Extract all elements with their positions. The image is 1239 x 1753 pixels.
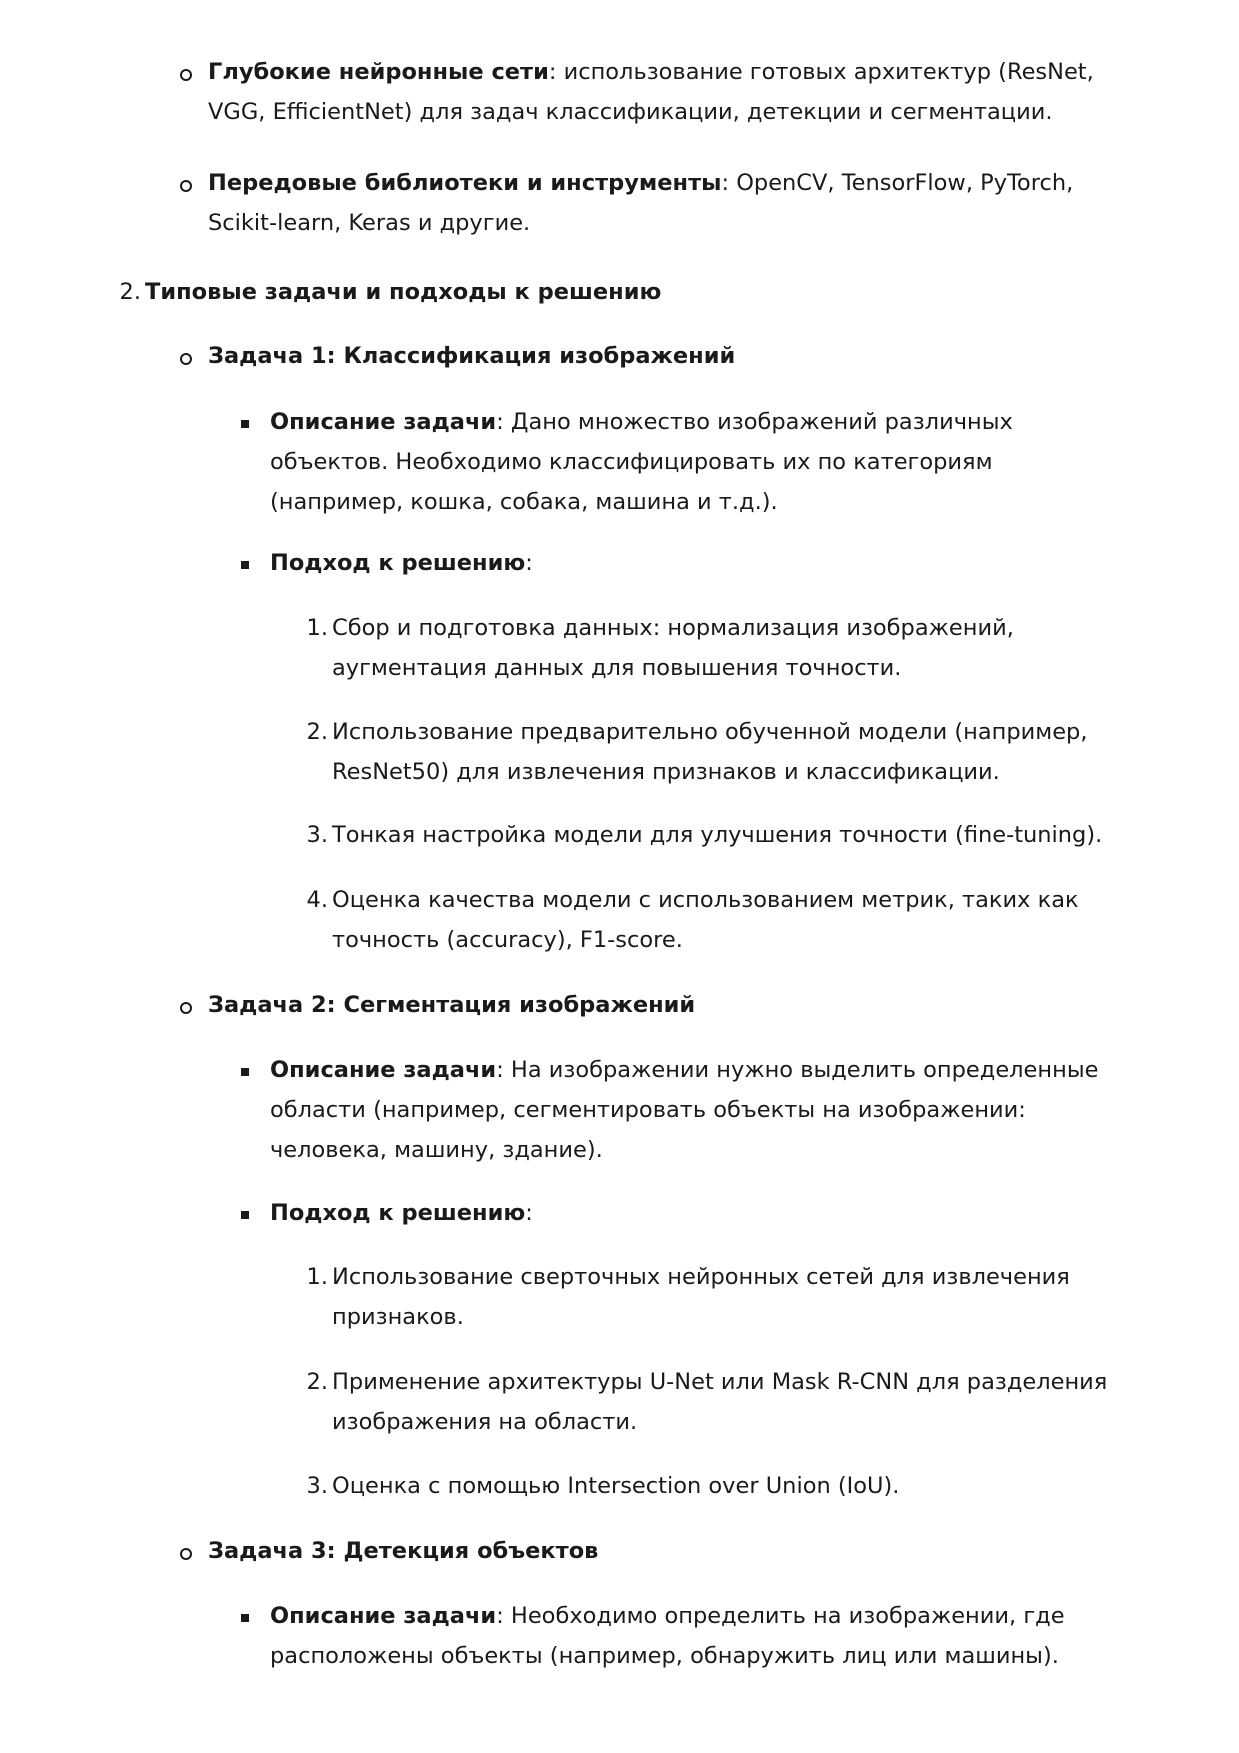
step-text: Оценка с помощью Intersection over Union (IoU). bbox=[332, 1473, 900, 1499]
step-number: 3. bbox=[306, 822, 328, 848]
step-text: Использование предварительно обученной модели (например, ResNet50) для извлечения признаков и классификации. bbox=[332, 719, 1088, 785]
approach-title: Подход к решению bbox=[270, 1200, 526, 1226]
task1-description bbox=[270, 402, 1130, 522]
task-title: Задача 3: Детекция объектов bbox=[208, 1538, 599, 1564]
step-number: 2. bbox=[306, 1369, 328, 1395]
item-text: : OpenCV, TensorFlow, PyTorch, Scikit-learn, Keras и другие. bbox=[208, 170, 1074, 236]
task1-step bbox=[306, 608, 1162, 688]
task3-description bbox=[270, 1596, 1130, 1676]
task1-step bbox=[306, 880, 1162, 960]
hollow-circle-bullet-icon bbox=[180, 353, 192, 365]
hollow-circle-bullet-icon bbox=[180, 180, 192, 192]
task1-step bbox=[306, 712, 1162, 792]
desc-text: : Необходимо определить на изображении, где расположены объекты (например, обнаружить лиц или машины). bbox=[270, 1603, 1065, 1669]
approach-colon: : bbox=[525, 550, 533, 576]
task2-step bbox=[306, 1257, 1162, 1337]
item-title: Передовые библиотеки и инструменты bbox=[208, 170, 722, 196]
step-text: Использование сверточных нейронных сетей для извлечения признаков. bbox=[332, 1264, 1070, 1330]
desc-text: : Дано множество изображений различных объектов. Необходимо классифицировать их по категориям (например, кошка, собака, машина и т.д.). bbox=[270, 409, 1013, 515]
task-title: Задача 2: Сегментация изображений bbox=[208, 992, 696, 1018]
step-number: 1. bbox=[306, 615, 328, 641]
task1-approach bbox=[270, 543, 1130, 583]
list-item-libraries bbox=[208, 163, 1108, 243]
hollow-circle-bullet-icon bbox=[180, 69, 192, 81]
section-number: 2. bbox=[119, 279, 141, 305]
desc-title: Описание задачи bbox=[270, 1603, 497, 1629]
approach-title: Подход к решению bbox=[270, 550, 526, 576]
step-text: Тонкая настройка модели для улучшения точности (fine-tuning). bbox=[332, 822, 1103, 848]
approach-colon: : bbox=[525, 1200, 533, 1226]
task1-step bbox=[306, 815, 1162, 855]
square-bullet-icon bbox=[241, 420, 249, 428]
square-bullet-icon bbox=[241, 561, 249, 569]
step-number: 2. bbox=[306, 719, 328, 745]
task-title: Задача 1: Классификация изображений bbox=[208, 343, 736, 369]
hollow-circle-bullet-icon bbox=[180, 1002, 192, 1014]
step-text: Применение архитектуры U-Net или Mask R-CNN для разделения изображения на области. bbox=[332, 1369, 1108, 1435]
task2-step bbox=[306, 1466, 1162, 1506]
task2-description bbox=[270, 1050, 1130, 1170]
task-heading-3 bbox=[208, 1531, 1108, 1571]
square-bullet-icon bbox=[241, 1211, 249, 1219]
task2-approach bbox=[270, 1193, 1130, 1233]
desc-title: Описание задачи bbox=[270, 1057, 497, 1083]
section-heading bbox=[119, 272, 1095, 312]
section-title: Типовые задачи и подходы к решению bbox=[145, 279, 662, 305]
item-title: Глубокие нейронные сети bbox=[208, 59, 549, 85]
step-text: Оценка качества модели с использованием метрик, таких как точность (accuracy), F1-score. bbox=[332, 887, 1079, 953]
desc-title: Описание задачи bbox=[270, 409, 497, 435]
step-text: Сбор и подготовка данных: нормализация изображений, аугментация данных для повышения точности. bbox=[332, 615, 1014, 681]
task-heading-1 bbox=[208, 336, 1108, 376]
desc-text: : На изображении нужно выделить определенные области (например, сегментировать объекты на изображении: человека, машину, здание). bbox=[270, 1057, 1099, 1163]
task-heading-2 bbox=[208, 985, 1108, 1025]
hollow-circle-bullet-icon bbox=[180, 1548, 192, 1560]
task2-step bbox=[306, 1362, 1162, 1442]
step-number: 4. bbox=[306, 887, 328, 913]
step-number: 1. bbox=[306, 1264, 328, 1290]
square-bullet-icon bbox=[241, 1614, 249, 1622]
step-number: 3. bbox=[306, 1473, 328, 1499]
square-bullet-icon bbox=[241, 1068, 249, 1076]
list-item-deep-nets bbox=[208, 52, 1108, 132]
item-text: : использование готовых архитектур (ResNet, VGG, EfficientNet) для задач классификации, детекции и сегментации. bbox=[208, 59, 1094, 125]
